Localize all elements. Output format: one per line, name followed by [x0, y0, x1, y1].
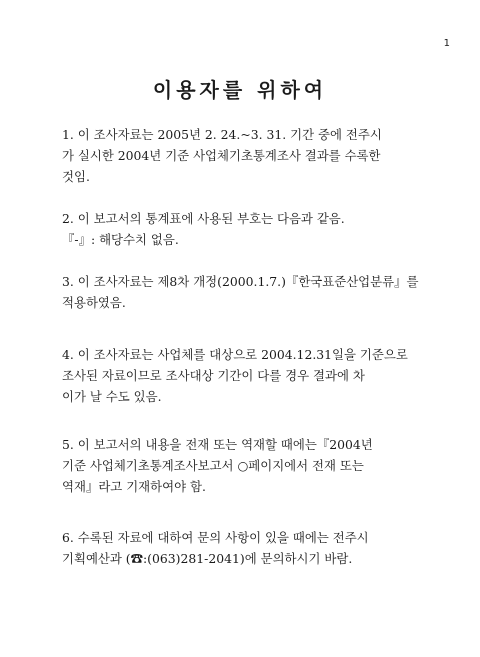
notice-line: 역재』라고 기재하여야 함.	[62, 479, 206, 494]
notice-line: 6. 수록된 자료에 대하여 문의 사항이 있을 때에는 전주시	[62, 530, 369, 545]
notice-line: 것임.	[62, 169, 90, 184]
notice-item-1	[62, 124, 432, 187]
notice-line: 이가 날 수도 있음.	[62, 389, 162, 404]
notice-line: 가 실시한 2004년 기준 사업체기초통계조사 결과를 수록한	[62, 148, 381, 163]
notice-item-5	[62, 434, 432, 497]
notice-line: 4. 이 조사자료는 사업체를 대상으로 2004.12.31일을 기준으로	[62, 347, 408, 362]
notice-line: 3. 이 조사자료는 제8차 개정(2000.1.7.)『한국표준산업분류』를	[62, 274, 419, 289]
notice-item-2	[62, 208, 432, 250]
page-number: 1	[443, 38, 450, 49]
notice-item-3	[62, 271, 432, 313]
notice-line: 1. 이 조사자료는 2005년 2. 24.~3. 31. 기간 중에 전주시	[62, 127, 382, 142]
notice-line: 『-』: 해당수치 없음.	[62, 232, 179, 247]
notice-line: 2. 이 보고서의 통계표에 사용된 부호는 다음과 같음.	[62, 211, 345, 226]
notice-item-4	[62, 344, 432, 407]
notice-line: 기준 사업체기초통계조사보고서 ○페이지에서 전재 또는	[62, 458, 364, 473]
notice-line: 5. 이 보고서의 내용을 전재 또는 역재할 때에는『2004년	[62, 437, 373, 452]
notice-line: 적용하였음.	[62, 295, 126, 310]
notice-item-6	[62, 527, 432, 569]
notice-line: 기획예산과 (☎:(063)281-2041)에 문의하시기 바람.	[62, 551, 353, 566]
notice-line: 조사된 자료이므로 조사대상 기간이 다를 경우 결과에 차	[62, 368, 365, 383]
page-title: 이용자를 위하여	[152, 78, 328, 102]
